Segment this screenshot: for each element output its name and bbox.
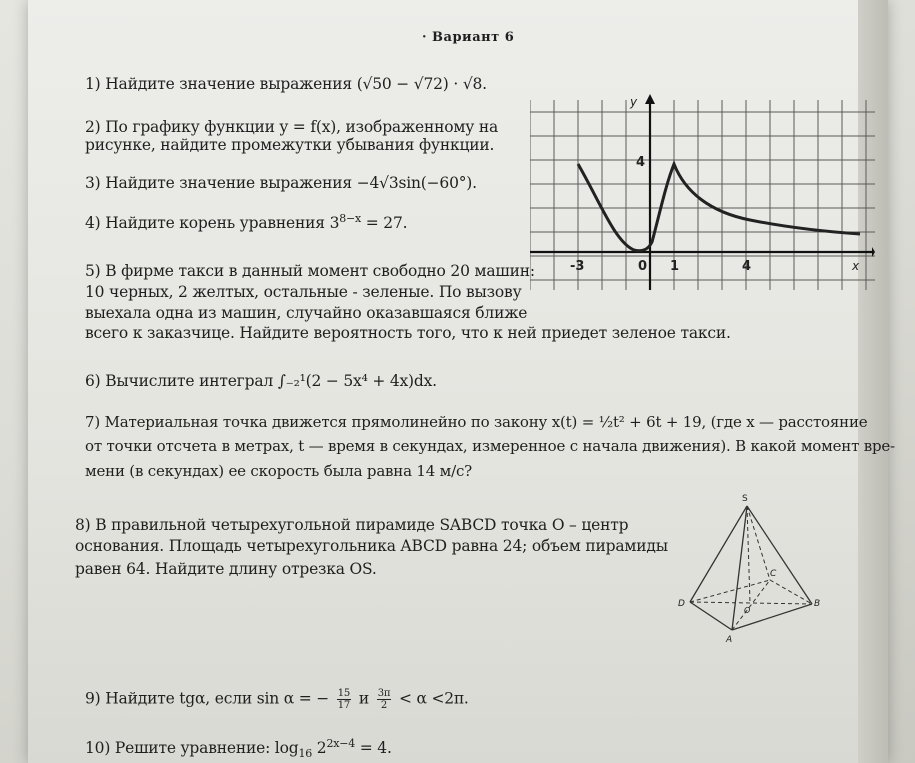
log-base: 16 [298, 747, 313, 761]
question-9 [85, 688, 469, 711]
pyramid-diagram [670, 492, 830, 647]
question-5-line-4: всего к заказчице. Найдите вероятность того, что к ней приедет зеленое такси. [85, 324, 731, 342]
question-5-line-3: выехала одна из машин, случайно оказавшаяся ближе [85, 304, 528, 322]
height-SO [747, 506, 750, 603]
question-10-tail: = 4. [355, 739, 392, 757]
vertex-label-O: O [744, 606, 751, 615]
edge-SC [747, 506, 770, 580]
x-axis-label: x [852, 259, 860, 273]
question-4-text: 4) Найдите корень уравнения 3 [85, 214, 340, 232]
y-axis-label: y [630, 95, 638, 109]
edge-DC [690, 580, 770, 602]
y-axis-arrow [645, 94, 655, 104]
question-4 [85, 212, 407, 232]
edge-SB [747, 506, 812, 604]
tick-label-1: 1 [670, 259, 680, 274]
tick-label-neg3: -3 [570, 259, 585, 274]
question-7-line-1: 7) Материальная точка движется прямолинейно по закону x(t) = ½t² + 6t + 19, (где x — расстояние [85, 413, 868, 431]
vertex-label-C: C [770, 569, 777, 579]
question-10-exponent: 2x−4 [326, 737, 356, 750]
fraction-3pi-2 [377, 688, 392, 711]
question-2-line-2: рисунке, найдите промежутки убывания функции. [85, 136, 495, 154]
question-4-tail: = 27. [361, 214, 408, 232]
question-4-exponent: 8−x [339, 212, 362, 225]
question-1: 1) Найдите значение выражения (√50 − √72) · √8. [85, 75, 487, 93]
question-2-line-1: 2) По графику функции y = f(x), изображенному на [85, 118, 499, 136]
question-8-line-2: основания. Площадь четырехугольника ABCD равна 24; объем пирамиды [75, 537, 668, 555]
edge-CB [770, 580, 812, 604]
question-8-line-1: 8) В правильной четырехугольной пирамиде SABCD точка O – центр [75, 516, 629, 534]
question-6: 6) Вычислите интеграл ∫₋₂¹(2 − 5x⁴ + 4x)dx. [85, 372, 437, 390]
tick-label-4: 4 [742, 259, 752, 274]
question-10 [85, 737, 392, 760]
diagonal-DB [690, 602, 812, 604]
question-5-line-2: 10 черных, 2 желтых, остальные - зеленые. По вызову [85, 283, 522, 301]
variant-title: · Вариант 6 [422, 30, 515, 45]
question-8-line-3: равен 64. Найдите длину отрезка OS. [75, 560, 377, 578]
question-9-prefix: 9) Найдите tgα, если sin α = − [85, 689, 330, 708]
question-9-suffix: < α <2π. [398, 689, 469, 708]
question-3: 3) Найдите значение выражения −4√3sin(−60°). [85, 174, 477, 192]
question-7-line-3: мени (в секундах) ее скорость была равна 14 м/с? [85, 462, 473, 480]
edge-SD [690, 506, 747, 602]
function-graph [530, 92, 875, 290]
fraction-15-17 [337, 688, 351, 711]
vertex-label-S: S [742, 494, 748, 504]
fraction-denominator: 17 [337, 700, 351, 711]
vertex-label-B: B [814, 599, 821, 609]
question-10-text: 10) Решите уравнение: log [85, 739, 299, 757]
fraction-numerator: 15 [337, 688, 351, 699]
vertex-label-D: D [678, 599, 685, 609]
fraction-numerator: 3π [377, 688, 391, 699]
tick-label-origin: 0 [638, 259, 648, 274]
edge-DA [690, 602, 732, 630]
question-7-line-2: от точки отсчета в метрах, t — время в секундах, измеренное с начала движения). В какой момент вре- [85, 437, 895, 455]
question-5-line-1: 5) В фирме такси в данный момент свободно 20 машин: [85, 262, 535, 280]
question-10-base: 2 [312, 739, 327, 757]
question-9-middle: и [358, 689, 374, 708]
vertex-label-A: A [726, 635, 733, 645]
fraction-denominator: 2 [380, 700, 388, 711]
tick-label-y4: 4 [636, 155, 646, 170]
